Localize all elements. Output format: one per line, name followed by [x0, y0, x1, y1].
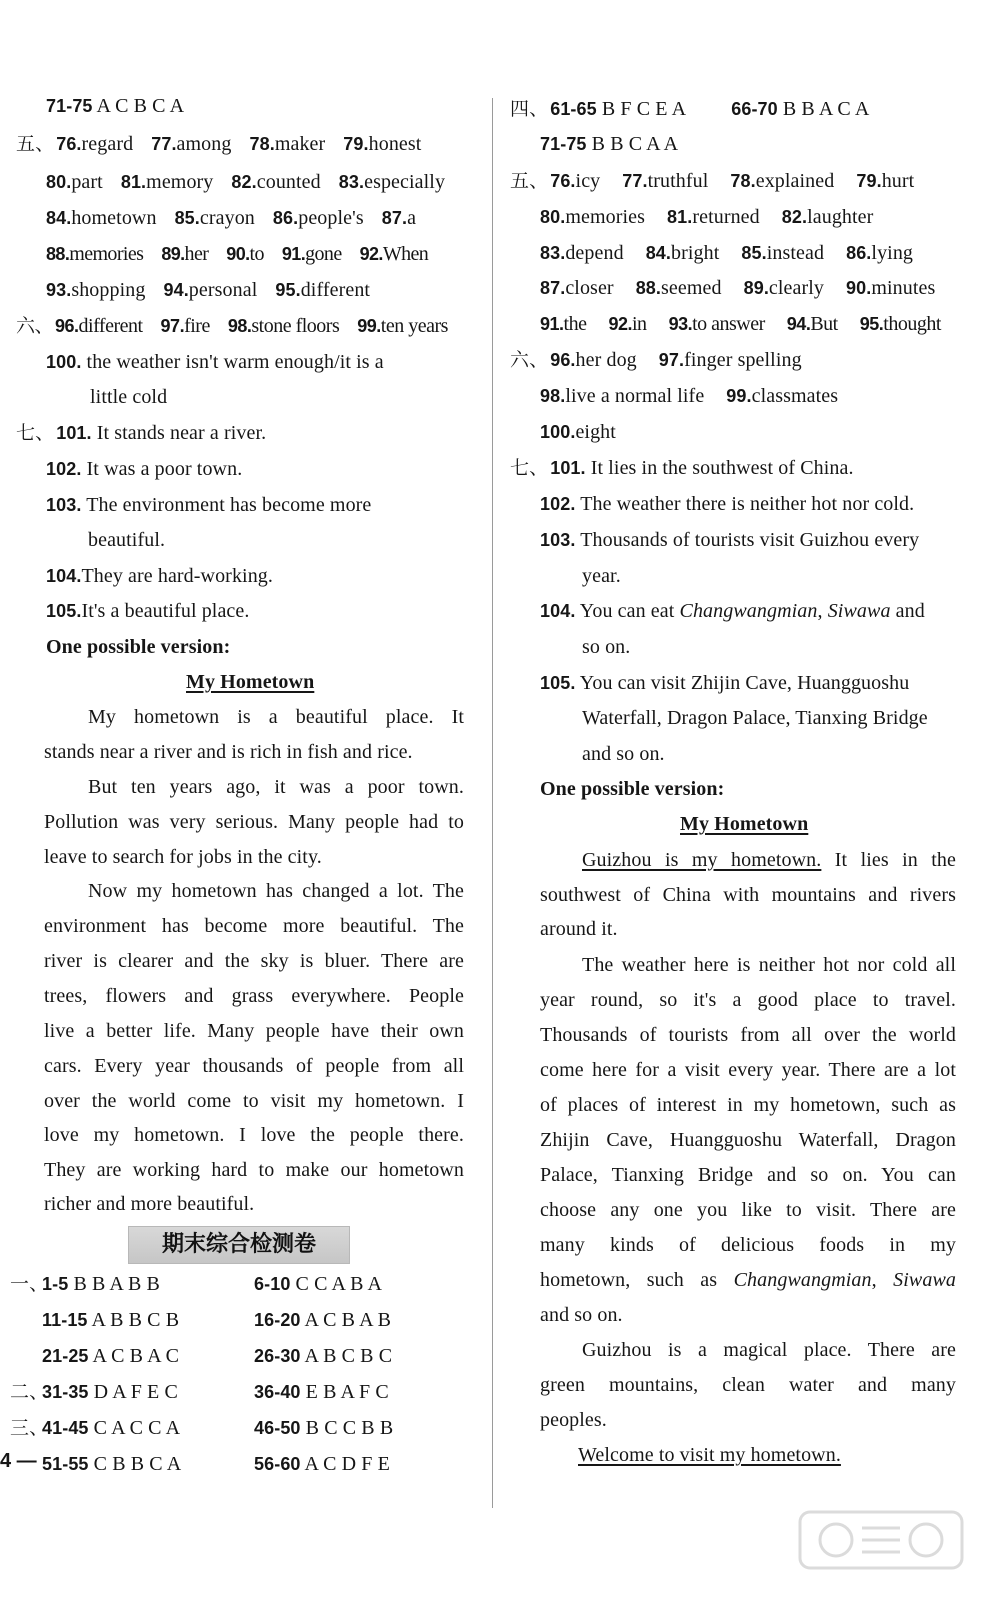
- question-number: 82.: [781, 207, 808, 227]
- answer-word: When: [382, 243, 429, 265]
- answer-line: [582, 564, 621, 588]
- answer-word: minutes: [871, 277, 936, 299]
- essay-line: Zhijin Cave, Huangguoshu Waterfall, Dragon: [540, 1129, 956, 1151]
- answer-row: [254, 1452, 390, 1476]
- question-number: 97.: [160, 316, 185, 336]
- answer-line: [582, 635, 630, 659]
- essay-text: ,: [871, 1269, 894, 1291]
- question-range: 71-75: [540, 134, 587, 154]
- question-number: 80.: [46, 172, 72, 192]
- section-marker: 二、: [10, 1381, 49, 1403]
- answer-line: [46, 350, 466, 374]
- answer-line: [582, 706, 928, 730]
- essay-line: They are working hard to make our hometown: [44, 1159, 464, 1181]
- question-number: 88.: [46, 244, 70, 264]
- answer-word: shopping: [71, 279, 146, 301]
- answer-text: You can eat: [579, 600, 680, 622]
- answer-word: honest: [368, 133, 422, 155]
- answer-word: hurt: [881, 170, 915, 192]
- essay-line: love my hometown. I love the people there.: [44, 1124, 464, 1146]
- answer-word: eight: [575, 421, 616, 443]
- essay-line: richer and more beautiful.: [44, 1193, 255, 1215]
- question-number: 88.: [635, 278, 662, 298]
- answer-text: and: [890, 600, 925, 622]
- question-number: 81.: [667, 207, 693, 227]
- question-number: 101.: [56, 423, 92, 443]
- answer-row: [254, 1416, 393, 1440]
- section-marker-slot: [10, 1272, 49, 1296]
- column-divider: [492, 98, 493, 1508]
- question-range: 31-35: [42, 1382, 89, 1402]
- answer-row: [254, 1344, 392, 1368]
- answer-letters: A C B A C: [92, 1345, 180, 1367]
- question-range: 56-60: [254, 1454, 301, 1474]
- essay-line: over the world come to visit my hometown. I: [44, 1090, 464, 1112]
- answer-letters: B B A C A: [782, 98, 870, 120]
- answer-word: seemed: [661, 277, 722, 299]
- answer-text: so on.: [582, 636, 631, 658]
- section-marker: 五、: [16, 133, 55, 155]
- answer-word: memory: [146, 171, 214, 193]
- question-range: 71-75: [46, 96, 93, 116]
- food-name: Siwawa: [893, 1269, 956, 1291]
- question-number: 89.: [161, 244, 185, 264]
- answer-line: [540, 205, 873, 229]
- answer-word: clearly: [768, 277, 825, 299]
- answer-word: classmates: [751, 385, 839, 407]
- answer-letters: C C A B A: [295, 1273, 383, 1295]
- essay-line: river is clearer and the sky is bluer. There are: [44, 950, 464, 972]
- question-number: 100.: [540, 422, 576, 442]
- answer-word: in: [632, 313, 647, 335]
- question-number: 97.: [658, 350, 685, 370]
- essay-line: The weather here is neither hot nor cold all: [582, 954, 956, 976]
- essay-line: southwest of China with mountains and rivers: [540, 884, 956, 906]
- question-number: 101.: [550, 458, 586, 478]
- answer-line: [540, 132, 678, 156]
- essay-line: Thousands of tourists from all over the world: [540, 1024, 956, 1046]
- essay-title: My Hometown: [680, 813, 809, 835]
- answer-line: [540, 420, 616, 444]
- question-number: 81.: [120, 172, 147, 192]
- answer-word: stone floors: [251, 315, 340, 337]
- answer-word: maker: [274, 133, 326, 155]
- answer-line: [540, 384, 838, 408]
- answer-word: thought: [883, 313, 941, 335]
- essay-line: environment has become more beautiful. The: [44, 915, 464, 937]
- question-number: 93.: [668, 314, 693, 334]
- question-number: 103.: [46, 495, 82, 515]
- question-number: 77.: [151, 134, 177, 154]
- essay-line: stands near a river and is rich in fish and rice.: [44, 741, 413, 763]
- answer-line: [88, 528, 165, 552]
- question-number: 105.: [540, 673, 576, 693]
- question-number: 102.: [540, 494, 576, 514]
- answer-word: personal: [188, 279, 258, 301]
- answer-line: [16, 314, 448, 338]
- essay-line: [540, 1268, 956, 1292]
- question-range: 36-40: [254, 1382, 301, 1402]
- question-number: 79.: [856, 171, 882, 191]
- answer-line: [46, 564, 273, 588]
- answer-line: [46, 94, 184, 118]
- essay-underlined-sentence: Guizhou is my hometown.: [582, 849, 822, 871]
- question-number: 77.: [622, 171, 648, 191]
- answer-text: beautiful.: [88, 529, 166, 551]
- answer-line: [16, 421, 266, 445]
- version-label: One possible version:: [46, 636, 231, 658]
- question-number: 94.: [786, 314, 811, 334]
- answer-word: depend: [565, 242, 624, 264]
- answer-row: [254, 1308, 391, 1332]
- section-marker: 四、: [510, 98, 549, 120]
- essay-line: around it.: [540, 918, 618, 940]
- answer-word: memories: [69, 243, 144, 265]
- answer-word: lying: [871, 242, 914, 264]
- essay-text: It lies in the: [821, 849, 956, 871]
- answer-word: crayon: [199, 207, 255, 229]
- answer-line: [510, 348, 802, 372]
- answer-word: a: [407, 207, 417, 229]
- essay-line: many kinds of delicious foods in my: [540, 1234, 956, 1256]
- essay-text: hometown, such as: [540, 1269, 734, 1291]
- essay-line: peoples.: [540, 1409, 607, 1431]
- question-number: 105.: [46, 601, 82, 621]
- essay-line: Now my hometown has changed a lot. The: [88, 880, 464, 902]
- essay-line: Pollution was very serious. Many people had to: [44, 811, 464, 833]
- section-marker: 七、: [16, 422, 55, 444]
- answer-word: among: [176, 133, 232, 155]
- answer-text: and so on.: [582, 743, 665, 765]
- essay-line: leave to search for jobs in the city.: [44, 846, 322, 868]
- watermark-logo: [796, 1508, 966, 1572]
- question-number: 99.: [726, 386, 752, 406]
- question-range: 41-45: [42, 1418, 89, 1438]
- question-number: 96.: [550, 350, 576, 370]
- answer-text: Waterfall, Dragon Palace, Tianxing Bridge: [582, 707, 928, 729]
- question-range: 6-10: [254, 1274, 291, 1294]
- essay-title: My Hometown: [186, 671, 315, 693]
- question-number: 104.: [540, 601, 576, 621]
- answer-word: people's: [298, 207, 364, 229]
- answer-text: The weather there is neither hot nor cold.: [580, 493, 915, 515]
- answer-line: [540, 276, 935, 300]
- answer-line: [510, 456, 854, 480]
- section-marker: 一、: [10, 1273, 49, 1295]
- question-number: 84.: [645, 243, 672, 263]
- essay-line: Palace, Tianxing Bridge and so on. You can: [540, 1164, 956, 1186]
- answer-text: the weather isn't warm enough/it is a: [86, 351, 384, 373]
- section-marker: 六、: [510, 349, 549, 371]
- answer-word: to answer: [692, 313, 765, 335]
- question-number: 78.: [730, 171, 756, 191]
- question-number: 91.: [281, 244, 306, 264]
- answer-word: live a normal life: [565, 385, 705, 407]
- question-number: 92.: [608, 314, 632, 334]
- question-number: 82.: [231, 172, 257, 192]
- answer-word: gone: [305, 243, 342, 265]
- answer-letters: B B C A A: [591, 133, 679, 155]
- answer-word: different: [300, 279, 371, 301]
- answer-row: [10, 1416, 180, 1440]
- answer-letters: D A F E C: [93, 1381, 178, 1403]
- answer-letters: A C B A B: [304, 1309, 392, 1331]
- answer-row: [10, 1272, 160, 1296]
- answer-text: Thousands of tourists visit Guizhou every: [580, 529, 920, 551]
- question-number: 98.: [540, 386, 566, 406]
- answer-line: [46, 206, 416, 230]
- question-number: 90.: [846, 278, 872, 298]
- question-range: 26-30: [254, 1346, 301, 1366]
- question-number: 98.: [227, 316, 252, 336]
- question-number: 87.: [540, 278, 566, 298]
- question-number: 86.: [846, 243, 872, 263]
- answer-text: ,: [817, 600, 828, 622]
- essay-line: live a better life. Many people have their own: [44, 1020, 464, 1042]
- essay-line: year round, so it's a good place to travel.: [540, 989, 956, 1011]
- answer-word: fire: [184, 315, 210, 337]
- essay-line: Guizhou is a magical place. There are: [582, 1339, 956, 1361]
- question-number: 85.: [174, 208, 200, 228]
- answer-word: explained: [755, 170, 835, 192]
- essay-line: and so on.: [540, 1304, 623, 1326]
- question-number: 93.: [46, 280, 72, 300]
- answer-word: to: [249, 243, 264, 265]
- question-number: 87.: [381, 208, 408, 228]
- question-number: 99.: [357, 316, 381, 336]
- essay-closing: Welcome to visit my hometown.: [578, 1444, 841, 1466]
- answer-word: part: [71, 171, 103, 193]
- question-number: 76.: [550, 171, 576, 191]
- question-number: 96.: [55, 316, 79, 336]
- answer-text: It's a beautiful place.: [81, 600, 250, 622]
- food-name: Siwawa: [827, 600, 891, 622]
- answer-word: memories: [565, 206, 645, 228]
- answer-line: [510, 97, 869, 121]
- essay-line: But ten years ago, it was a poor town.: [88, 776, 464, 798]
- answer-text: It was a poor town.: [86, 458, 243, 480]
- question-number: 90.: [226, 244, 250, 264]
- question-range: 1-5: [42, 1274, 69, 1294]
- answer-word: laughter: [807, 206, 874, 228]
- answer-word: finger spelling: [684, 349, 802, 371]
- essay-line: of places of interest in my hometown, such as: [540, 1094, 956, 1116]
- answer-text: little cold: [90, 386, 168, 408]
- question-number: 84.: [46, 208, 72, 228]
- answer-line: [46, 242, 428, 266]
- essay-line: cars. Every year thousands of people from all: [44, 1055, 464, 1077]
- answer-line: [46, 457, 242, 481]
- answer-line: [540, 492, 914, 516]
- question-range: 11-15: [42, 1310, 88, 1330]
- question-number: 79.: [343, 134, 369, 154]
- answer-letters: B C C B B: [305, 1417, 394, 1439]
- question-number: 91.: [540, 314, 564, 334]
- question-range: 46-50: [254, 1418, 301, 1438]
- section-marker: 七、: [510, 457, 549, 479]
- section-marker: 五、: [510, 170, 549, 192]
- question-number: 89.: [743, 278, 769, 298]
- answer-text: It lies in the southwest of China.: [590, 457, 854, 479]
- version-label: One possible version:: [540, 778, 725, 800]
- answer-line: [16, 132, 421, 156]
- answer-text: They are hard-working.: [81, 565, 274, 587]
- question-number: 78.: [249, 134, 275, 154]
- answer-word: But: [810, 313, 838, 335]
- answer-letters: A B B C B: [91, 1309, 180, 1331]
- answer-word: counted: [256, 171, 321, 193]
- page-number: 4 —: [0, 1450, 37, 1472]
- answer-row: [10, 1380, 178, 1404]
- question-number: 80.: [540, 207, 566, 227]
- answer-word: closer: [565, 277, 614, 299]
- answer-word: especially: [364, 171, 446, 193]
- answer-row: [254, 1272, 382, 1296]
- question-number: 85.: [741, 243, 767, 263]
- essay-line: trees, flowers and grass everywhere. People: [44, 985, 464, 1007]
- question-number: 83.: [540, 243, 566, 263]
- answer-line: [90, 385, 167, 409]
- section-marker-slot: [10, 1380, 49, 1404]
- answer-line: [46, 170, 445, 194]
- answer-word: her dog: [575, 349, 637, 371]
- answer-word: returned: [692, 206, 760, 228]
- answer-row: [10, 1344, 179, 1368]
- question-number: 83.: [338, 172, 365, 192]
- question-number: 86.: [272, 208, 299, 228]
- answer-word: truthful: [647, 170, 709, 192]
- question-range: 16-20: [254, 1310, 301, 1330]
- question-number: 95.: [859, 314, 884, 334]
- answer-letters: C B B C A: [93, 1453, 182, 1475]
- answer-line: [510, 169, 914, 193]
- answer-line: [46, 599, 250, 623]
- question-number: 95.: [275, 280, 301, 300]
- food-name: Changwangmian: [679, 600, 818, 622]
- question-number: 100.: [46, 352, 82, 372]
- essay-line: My hometown is a beautiful place. It: [88, 706, 464, 728]
- answer-text: year.: [582, 565, 621, 587]
- answer-line: [540, 528, 919, 552]
- answer-line: [582, 742, 665, 766]
- essay-line: choose any one you like to visit. There are: [540, 1199, 956, 1221]
- answer-letters: A C D F E: [304, 1453, 390, 1475]
- essay-line: come here for a visit every year. There are a lot: [540, 1059, 956, 1081]
- answer-line: [540, 599, 925, 623]
- answer-line: [540, 312, 941, 336]
- answer-line: [540, 241, 913, 265]
- question-number: 92.: [359, 244, 383, 264]
- answer-text: The environment has become more: [86, 494, 372, 516]
- answer-line: [540, 671, 909, 695]
- answer-text: You can visit Zhijin Cave, Huangguoshu: [579, 672, 910, 694]
- question-number: 104.: [46, 566, 82, 586]
- answer-word: bright: [671, 242, 720, 264]
- answer-word: her: [184, 243, 209, 265]
- section-marker: 六、: [16, 315, 54, 337]
- essay-line: green mountains, clean water and many: [540, 1374, 956, 1396]
- essay-line: [540, 848, 956, 872]
- question-number: 103.: [540, 530, 576, 550]
- answer-word: different: [78, 315, 143, 337]
- answer-word: regard: [81, 133, 134, 155]
- answer-word: the: [563, 313, 587, 335]
- question-number: 94.: [163, 280, 189, 300]
- section-banner: 期末综合检测卷: [128, 1226, 350, 1264]
- question-range: 21-25: [42, 1346, 89, 1366]
- answer-letters: C A C C A: [93, 1417, 181, 1439]
- answer-row: [10, 1308, 179, 1332]
- question-range: 66-70: [731, 99, 778, 119]
- answer-letters: E B A F C: [305, 1381, 389, 1403]
- answer-word: hometown: [71, 207, 157, 229]
- answer-letters: A B C B C: [304, 1345, 393, 1367]
- answer-text: It stands near a river.: [96, 422, 267, 444]
- answer-row: [254, 1380, 389, 1404]
- food-name: Changwangmian: [733, 1269, 872, 1291]
- section-marker: 三、: [10, 1417, 49, 1439]
- answer-letters: B B A B B: [73, 1273, 160, 1295]
- answer-word: ten years: [380, 315, 448, 337]
- answer-letters: B F C E A: [601, 98, 686, 120]
- question-range: 51-55: [42, 1454, 89, 1474]
- answer-line: [46, 278, 370, 302]
- section-marker-slot: [10, 1416, 49, 1440]
- answer-word: icy: [575, 170, 601, 192]
- answer-letters: A C B C A: [96, 95, 185, 117]
- answer-word: instead: [766, 242, 825, 264]
- question-range: 61-65: [550, 99, 597, 119]
- answer-line: [46, 493, 371, 517]
- question-number: 102.: [46, 459, 82, 479]
- question-number: 76.: [56, 134, 82, 154]
